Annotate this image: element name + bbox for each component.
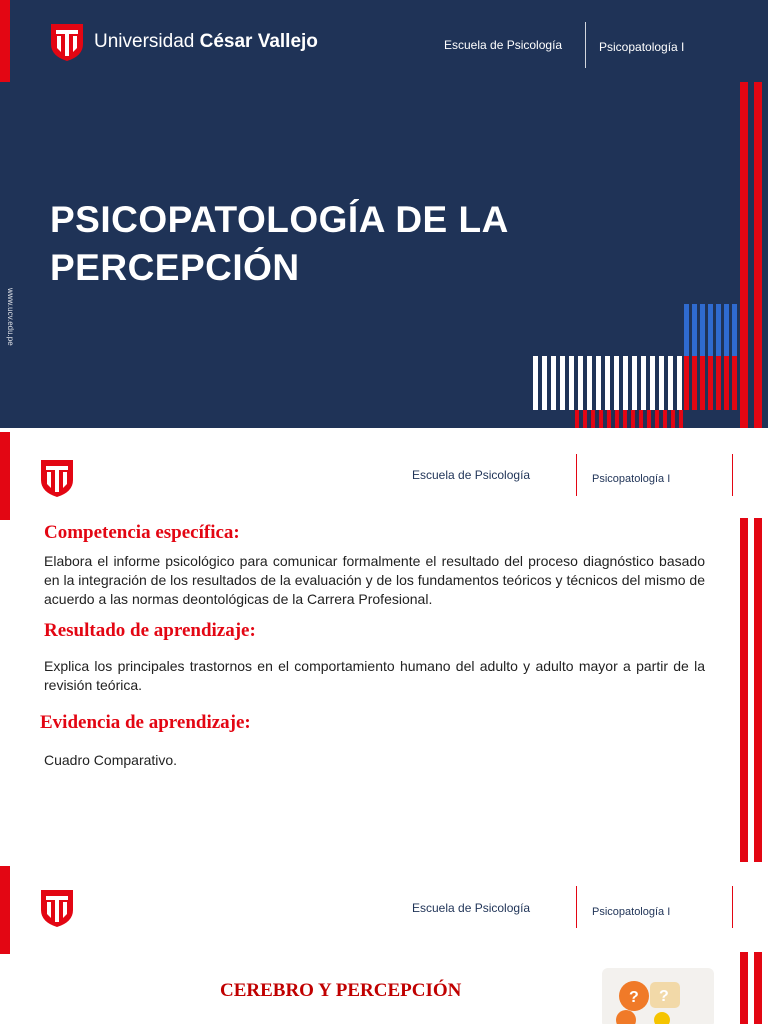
course-label: Psicopatología I xyxy=(599,40,685,54)
decorative-stripe xyxy=(575,410,579,428)
decorative-stripe xyxy=(708,304,713,356)
decorative-stripe xyxy=(716,304,721,356)
decorative-stripe xyxy=(700,304,705,356)
decorative-stripe xyxy=(591,410,595,428)
decorative-stripe xyxy=(632,356,637,410)
decorative-stripe xyxy=(583,410,587,428)
decorative-stripe xyxy=(692,304,697,356)
decorative-stripe xyxy=(533,356,538,410)
decorative-stripe xyxy=(659,356,664,410)
decorative-stripe xyxy=(551,356,556,410)
decorative-stripe xyxy=(605,356,610,410)
decorative-stripe xyxy=(599,410,603,428)
decorative-stripe xyxy=(708,356,713,410)
decorative-stripe xyxy=(647,410,651,428)
question-bubbles-icon xyxy=(596,962,716,1024)
course-label: Psicopatología I xyxy=(592,473,671,485)
header-divider xyxy=(576,886,577,928)
svg-text:?: ? xyxy=(659,988,669,1005)
ucv-shield-icon xyxy=(40,458,74,498)
university-logo xyxy=(50,22,318,62)
decorative-stripe xyxy=(615,410,619,428)
decorative-stripe xyxy=(732,356,737,410)
decorative-stripe xyxy=(639,410,643,428)
decorative-stripe xyxy=(684,356,689,410)
section-title: CEREBRO Y PERCEPCIÓN xyxy=(220,980,462,1001)
decorative-stripe xyxy=(560,356,565,410)
competencia-text: Elabora el informe psicológico para comunicar formalmente el resultado del proceso diagnóstico basado en la integración de los resultados de la evaluación y de los fundamentos teóricos y técnicos del mismo de acuerdo a las normas deontológicas de la Carrera Profesional. xyxy=(44,553,705,607)
decorative-stripe xyxy=(641,356,646,410)
school-label: Escuela de Psicología xyxy=(412,468,531,482)
decorative-stripe xyxy=(700,356,705,410)
decorative-stripe xyxy=(650,356,655,410)
decorative-stripe xyxy=(668,356,673,410)
decorative-stripe xyxy=(732,304,737,356)
competencia-heading: Competencia específica: xyxy=(44,522,240,543)
cover-title: PSICOPATOLOGÍA DE LA PERCEPCIÓN xyxy=(50,199,509,288)
school-label: Escuela de Psicología xyxy=(444,38,563,52)
red-vertical-bar xyxy=(754,518,762,862)
header-divider xyxy=(576,454,577,496)
decorative-stripe xyxy=(578,356,583,410)
decorative-stripe xyxy=(671,410,675,428)
decorative-stripe xyxy=(607,410,611,428)
cover-slide xyxy=(0,0,768,428)
decorative-stripe xyxy=(614,356,619,410)
cerebro-slide xyxy=(0,866,768,1024)
evidencia-text: Cuadro Comparativo. xyxy=(44,752,178,768)
red-accent-bar xyxy=(0,432,10,520)
decorative-stripe xyxy=(677,356,682,410)
red-accent-bar xyxy=(0,866,10,954)
evidencia-heading: Evidencia de aprendizaje: xyxy=(40,712,251,733)
red-accent-bar xyxy=(0,0,10,82)
ucv-shield-icon xyxy=(40,888,74,928)
decorative-stripe xyxy=(684,304,689,356)
website-url: www.ucv.edu.pe xyxy=(6,288,15,346)
university-name: Universidad César Vallejo xyxy=(94,31,318,52)
header-divider xyxy=(732,454,733,496)
decorative-stripe xyxy=(679,410,683,428)
course-label: Psicopatología I xyxy=(592,906,671,918)
decorative-stripe xyxy=(623,410,627,428)
header-divider xyxy=(585,22,586,68)
resultado-text: Explica los principales trastornos en el comportamiento humano del adulto y adulto mayor a partir de la revisión teórica. xyxy=(44,658,705,693)
decorative-stripe xyxy=(655,410,659,428)
decorative-stripe xyxy=(569,356,574,410)
svg-text:?: ? xyxy=(629,989,639,1006)
decorative-stripe xyxy=(716,356,721,410)
decorative-stripe xyxy=(724,356,729,410)
competencias-slide xyxy=(0,432,768,862)
decorative-stripe xyxy=(692,356,697,410)
decorative-stripe xyxy=(542,356,547,410)
decorative-stripe xyxy=(631,410,635,428)
resultado-heading: Resultado de aprendizaje: xyxy=(44,620,256,641)
school-label: Escuela de Psicología xyxy=(412,901,531,915)
red-vertical-bar xyxy=(740,518,748,862)
decorative-stripe xyxy=(663,410,667,428)
decorative-stripe xyxy=(724,304,729,356)
decorative-stripe xyxy=(587,356,592,410)
red-vertical-bar xyxy=(754,952,762,1024)
decorative-stripe xyxy=(596,356,601,410)
red-vertical-bar xyxy=(740,952,748,1024)
header-divider xyxy=(732,886,733,928)
red-vertical-bar xyxy=(740,82,748,428)
ucv-shield-icon xyxy=(50,22,84,62)
decorative-stripe xyxy=(623,356,628,410)
red-vertical-bar xyxy=(754,82,762,428)
